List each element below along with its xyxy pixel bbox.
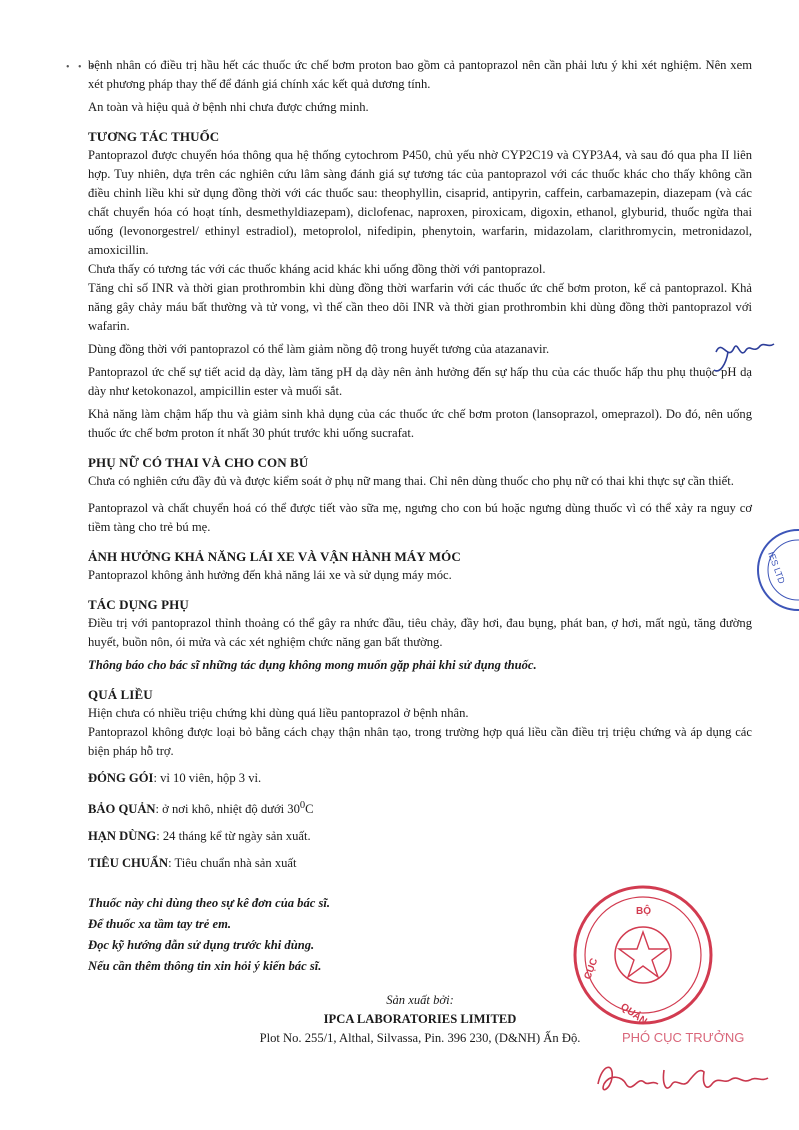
storage-line [88,796,752,819]
section-heading-interactions: TƯƠNG TÁC THUỐC [88,129,220,144]
seal-text-top: BỘ [636,906,651,917]
standard-value: : Tiêu chuẩn nhà sản xuất [168,856,297,871]
interactions-paragraph: Pantoprazol được chuyển hóa thông qua hệ thống cytochrom P450, chủ yếu nhờ CYP2C19 và CYP3A4, và sau đó qua pha II liên hợp. Tuy nhiên, dựa trên các nghiên cứu lâm sàng đánh giá sự tương tác của pantoprazol với các thuốc khác cho thấy không cần điều chỉnh liều khi sử dụng đồng thời với các thuốc sau: theophyllin, cisaprid, antipyrin, caffein, carbamazepin, diazepam (và các chất chuyển hóa có hoạt tính, desmethyldiazepam), diclofenac, naproxen, piroxicam, digoxin, ethanol, glyburid, thuốc ngừa thai uống (levonorgestrel/ ethinyl estradiol), metoprolol, nifedipin, phenytoin, warfarin, midazolam, clarithromycin, metronidazol, amoxicillin. [88,148,752,257]
expiry-label: HẠN DÙNG [88,829,157,844]
manufacturer-by: Sản xuất bởi: [386,993,454,1008]
section-heading-side-effects: TÁC DỤNG PHỤ [88,597,189,612]
side-effects-paragraph: Điều trị với pantoprazol thỉnh thoảng có thể gây ra nhức đầu, tiêu chảy, đầy hơi, đau bụng, phát ban, ợ hơi, mất ngủ, tăng đường huyết, buồn nôn, ói mửa và các xét nghiệm chức năng gan bất thường. [88,616,752,649]
standard-label: TIÊU CHUẨN [88,856,169,871]
official-seal [568,880,718,1035]
scan-dots: • • • [66,62,97,73]
pregnancy-paragraph-2: Pantoprazol và chất chuyển hoá có thể được tiết vào sữa mẹ, ngưng cho con bú hoặc ngưng dùng thuốc vì có thể xảy ra nguy cơ tiềm tàng cho trẻ bú mẹ. [88,501,752,534]
interactions-paragraph: Chưa thấy có tương tác với các thuốc kháng acid khác khi uống đồng thời với pantoprazol. [88,262,546,276]
warning-line: Thuốc này chỉ dùng theo sự kê đơn của bác sĩ. [88,896,331,911]
warning-line: Đọc kỹ hướng dẫn sử dụng trước khi dùng. [88,938,315,953]
signature [592,1054,772,1109]
storage-value: : ở nơi khô, nhiệt độ dưới 30 [155,802,300,817]
driving-paragraph: Pantoprazol không ảnh hưởng đến khả năng lái xe và sử dụng máy móc. [88,568,452,582]
manufacturer-address: Plot No. 255/1, Althal, Silvassa, Pin. 396 230, (D&NH) Ấn Độ. [259,1031,581,1046]
interactions-paragraph: Pantoprazol ức chế sự tiết acid dạ dày, làm tăng pH dạ dày nên ảnh hưởng đến sự hấp thu của các thuốc hấp thu phụ thuộc pH dạ dày như ketokonazol, ampicillin ester và muối sắt. [88,365,752,398]
edge-stamp-text: IES LTD [766,550,787,586]
storage-label: BẢO QUẢN [88,802,156,817]
interactions-paragraph: Khả năng làm chậm hấp thu và giảm sinh khả dụng của các thuốc ức chế bơm proton (lansoprazol, omeprazol). Do đó, nên uống thuốc ức chế bơm proton ít nhất 30 phút trước khi uống sucrafat. [88,407,752,440]
standard-line [88,854,752,873]
signatory-title: PHÓ CỤC TRƯỞNG [622,1030,745,1045]
overdose-paragraph-2: Pantoprazol không được loại bỏ bằng cách chạy thận nhân tạo, trong trường hợp quá liều cần điều trị triệu chứng và áp dụng các biện pháp hỗ trợ. [88,725,752,758]
section-heading-overdose: QUÁ LIỀU [88,687,153,702]
interactions-paragraph: Dùng đồng thời với pantoprazol có thể làm giảm nồng độ trong huyết tương của atazanavir. [88,342,550,356]
warning-line: Nếu cần thêm thông tin xin hỏi ý kiến bác sĩ. [88,959,322,974]
side-effects-notice: Thông báo cho bác sĩ những tác dụng không mong muốn gặp phải khi sử dụng thuốc. [88,658,537,672]
storage-degree: 0 [299,800,306,811]
seal-text-left: CỤC [582,956,601,982]
pregnancy-paragraph: Chưa có nghiên cứu đầy đủ và được kiểm soát ở phụ nữ mang thai. Chỉ nên dùng thuốc cho phụ nữ có thai khi thực sự cần thiết. [88,474,734,488]
expiry-value: : 24 tháng kể từ ngày sản xuất. [156,829,311,844]
storage-unit: C [305,802,314,817]
edge-stamp [738,525,799,620]
expiry-line [88,827,752,846]
handwritten-initials [710,330,780,385]
packaging-value: : vỉ 10 viên, hộp 3 vỉ. [153,771,262,785]
warning-line: Để thuốc xa tầm tay trẻ em. [88,917,232,932]
interactions-paragraph: Tăng chỉ số INR và thời gian prothrombin khi dùng đồng thời warfarin với các thuốc ức chế bơm proton, kể cả pantoprazol. Khả năng gây chảy máu bất thường và tử vong, vì thế cần theo dõi INR và thời gian prothrombin khi dùng đồng thời pantoprazol với wafarin. [88,281,752,333]
seal-text-bottom: QUẢN [618,1001,649,1028]
manufacturer-name: IPCA LABORATORIES LIMITED [323,1012,517,1027]
section-heading-pregnancy: PHỤ NỮ CÓ THAI VÀ CHO CON BÚ [88,455,309,470]
packaging-label: ĐÓNG GÓI [88,771,154,785]
packaging-line [88,769,752,788]
section-heading-driving: ẢNH HƯỞNG KHẢ NĂNG LÁI XE VÀ VẬN HÀNH MÁY MÓC [88,549,461,564]
intro-paragraph-2: An toàn và hiệu quả ở bệnh nhi chưa được chứng minh. [88,100,369,114]
intro-paragraph: bệnh nhân có điều trị hầu hết các thuốc ức chế bơm proton bao gồm cả pantoprazol nên cần phải lưu ý khi xét nghiệm. Nên xem xét phương pháp thay thế để đánh giá chính xác kết quả dương tính. [88,58,752,91]
overdose-paragraph: Hiện chưa có nhiều triệu chứng khi dùng quá liều pantoprazol ở bệnh nhân. [88,706,469,720]
